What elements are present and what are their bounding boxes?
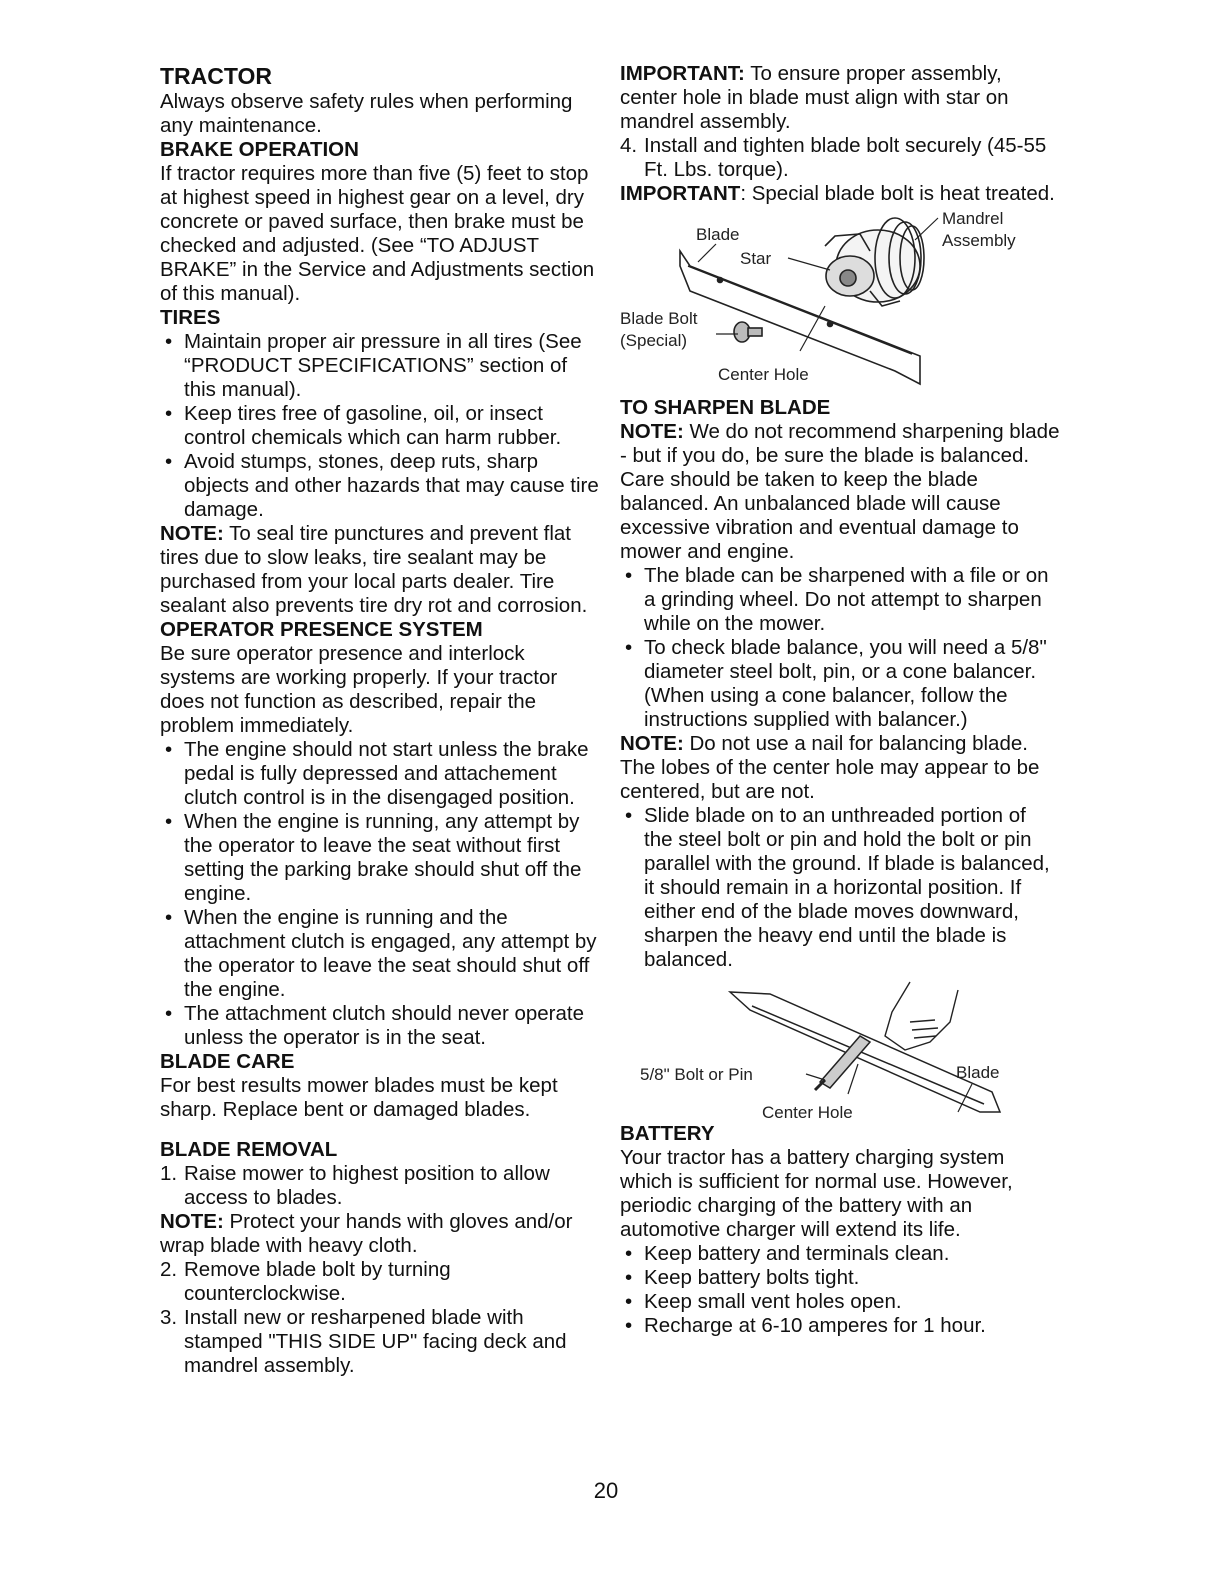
removal-step-2: 2. Remove blade bolt by turning counterclockwise. <box>160 1258 451 1305</box>
important-heat-treated: IMPORTANT: Special blade bolt is heat treated. <box>620 182 1055 205</box>
tractor-heading: TRACTOR <box>160 63 273 89</box>
blade-removal-heading: BLADE REMOVAL <box>160 1138 338 1161</box>
ops-bullet-1: • The engine should not start unless the brake pedal is fully depressed and attachement clutch control is in the disengaged position. <box>160 738 600 810</box>
label-blade: Blade <box>956 1063 1000 1082</box>
label-center-hole: Center Hole <box>762 1103 853 1122</box>
blade-bolt-illustration <box>734 322 762 342</box>
battery-text: Your tractor has a battery charging system which is sufficient for normal use. However, periodic charging of the battery with an automotive charger will extend its life. <box>620 1146 1013 1241</box>
removal-step-3: 3. Install new or resharpened blade with stamped "THIS SIDE UP" facing deck and mandrel assembly. <box>160 1306 567 1377</box>
tires-bullet-1: • Maintain proper air pressure in all tires (See “PRODUCT SPECIFICATIONS” section of this manual). <box>160 330 600 402</box>
left-column <box>160 62 600 1378</box>
tires-heading: TIRES <box>160 306 221 329</box>
sharpen-list <box>620 564 1060 732</box>
to-sharpen-blade-heading: TO SHARPEN BLADE <box>620 396 831 419</box>
brake-operation-text: If tractor requires more than five (5) feet to stop at highest speed in highest gear on a level, dry concrete or paved surface, then brake must be checked and adjusted. (See “TO ADJUST BRAKE” in the Service and Adjustments section of this manual). <box>160 162 595 305</box>
mandrel-assembly-illustration <box>825 218 924 306</box>
sharpen-text: Care should be taken to keep the blade balanced. An unbalanced blade will cause excessive vibration and eventual damage to mower and engine. <box>620 468 1019 563</box>
label-bolt-or-pin: 5/8" Bolt or Pin <box>640 1065 753 1084</box>
operator-presence-heading: OPERATOR PRESENCE SYSTEM <box>160 618 483 641</box>
tires-note-text: To seal tire punctures and prevent flat tires due to slow leaks, tire sealant may be purchased from your local parts dealer. Tire sealant also prevents tire dry rot and corrosion. <box>160 522 588 617</box>
hand-illustration <box>885 982 958 1050</box>
label-blade-bolt-line2: (Special) <box>620 331 688 350</box>
battery-bullet-1: • Keep battery and terminals clean. <box>620 1242 1060 1266</box>
operator-presence-text: Be sure operator presence and interlock systems are working properly. If your tractor does not function as described, repair the problem immediately. <box>160 642 558 737</box>
label-blade: Blade <box>696 225 740 244</box>
blade-removal-steps-b <box>160 1258 600 1378</box>
blade-on-bolt-illustration <box>730 992 1000 1112</box>
blade-care-text: For best results mower blades must be kept sharp. Replace bent or damaged blades. <box>160 1074 558 1121</box>
tires-bullet-2: • Keep tires free of gasoline, oil, or insect control chemicals which can harm rubber. <box>160 402 600 450</box>
blade-install-step <box>620 134 1060 182</box>
blade-removal-steps-a <box>160 1162 600 1210</box>
important-alignment: IMPORTANT: To ensure proper assembly, center hole in blade must align with star on mandrel assembly. <box>620 62 1009 133</box>
battery-list <box>620 1242 1060 1338</box>
operator-presence-list <box>160 738 600 1050</box>
page-number: 20 <box>593 1478 619 1503</box>
tractor-text: Always observe safety rules when performing any maintenance. <box>160 90 573 137</box>
ops-bullet-3: • When the engine is running and the attachment clutch is engaged, any attempt by the operator to leave the seat should shut off the engine. <box>160 906 600 1002</box>
battery-bullet-3: • Keep small vent holes open. <box>620 1290 1060 1314</box>
sharpen-note-1: NOTE: We do not recommend sharpening blade - but if you do, be sure the blade is balanced. <box>620 420 1060 467</box>
brake-operation-heading: BRAKE OPERATION <box>160 138 359 161</box>
label-blade-bolt-line1: Blade Bolt <box>620 309 698 328</box>
tires-list <box>160 330 600 522</box>
label-mandrel-line2: Assembly <box>942 231 1016 250</box>
blade-balance-diagram <box>620 972 1060 1122</box>
label-star: Star <box>740 249 772 268</box>
label-center-hole: Center Hole <box>718 365 809 384</box>
tires-note <box>160 522 600 618</box>
note-label: NOTE: <box>160 522 224 545</box>
sharpen-note-2: NOTE: Do not use a nail for balancing blade. The lobes of the center hole may appear to be centered, but are not. <box>620 732 1040 803</box>
blade-care-heading: BLADE CARE <box>160 1050 295 1073</box>
sharpen-bullet-1: • The blade can be sharpened with a file or on a grinding wheel. Do not attempt to sharpen while on the mower. <box>620 564 1060 636</box>
sharpen-bullet-2: • To check blade balance, you will need a 5/8" diameter steel bolt, pin, or a cone balancer. (When using a cone balancer, follow the instructions supplied with balancer.) <box>620 636 1060 732</box>
ops-bullet-2: • When the engine is running, any attempt by the operator to leave the seat without first setting the parking brake should shut off the engine. <box>160 810 600 906</box>
note-label: NOTE: <box>160 1210 224 1233</box>
ops-bullet-4: • The attachment clutch should never operate unless the operator is in the seat. <box>160 1002 600 1050</box>
battery-bullet-4: • Recharge at 6-10 amperes for 1 hour. <box>620 1314 1060 1338</box>
removal-step-1: 1. Raise mower to highest position to allow access to blades. <box>160 1162 550 1209</box>
balance-bullet-1: • Slide blade on to an unthreaded portion of the steel bolt or pin and hold the bolt or pin parallel with the ground. If blade is balanced, it should remain in a horizontal position. If either end of the blade moves downward, sharpen the heavy end until the blade is balanced. <box>620 804 1060 972</box>
blade-mandrel-diagram <box>620 206 1060 396</box>
battery-heading: BATTERY <box>620 1122 715 1145</box>
label-mandrel-line1: Mandrel <box>942 209 1004 228</box>
removal-note: NOTE: Protect your hands with gloves and/or wrap blade with heavy cloth. <box>160 1210 573 1257</box>
right-column <box>620 62 1060 1338</box>
balance-list <box>620 804 1060 972</box>
tires-bullet-3: • Avoid stumps, stones, deep ruts, sharp objects and other hazards that may cause tire damage. <box>160 450 600 522</box>
battery-bullet-2: • Keep battery bolts tight. <box>620 1266 1060 1290</box>
install-step-4: 4. Install and tighten blade bolt securely (45-55 Ft. Lbs. torque). <box>620 134 1047 181</box>
